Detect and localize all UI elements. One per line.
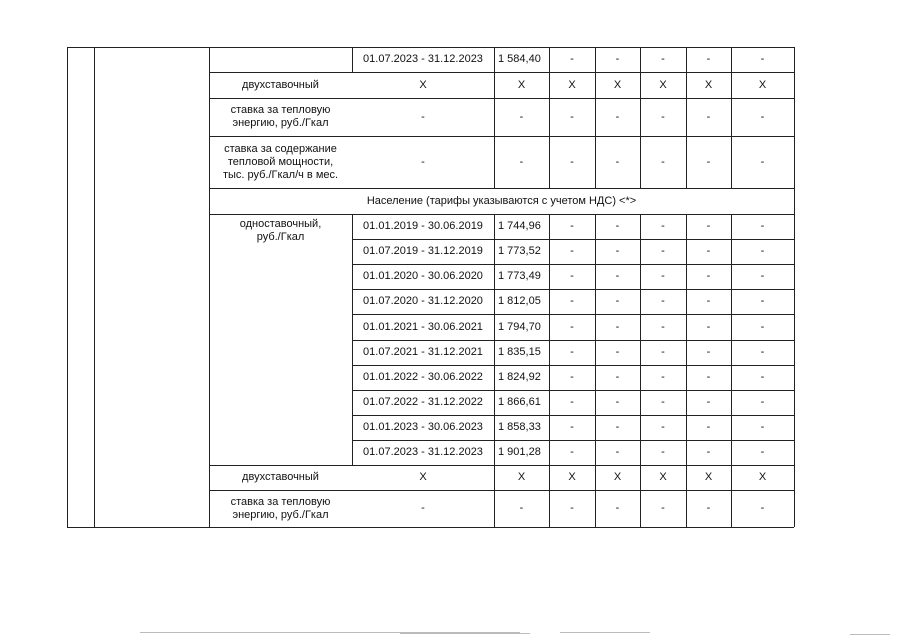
period-cell: 01.07.2021 - 31.12.2021 xyxy=(363,346,483,358)
dash-cell: - xyxy=(760,371,765,383)
energy-rate-row-cell: - xyxy=(706,502,711,514)
two-rate-row-label: двухставочный xyxy=(242,78,319,91)
dash-cell: - xyxy=(661,396,665,408)
capacity-rate-row-cell: - xyxy=(706,155,711,168)
dash-cell: - xyxy=(615,396,620,408)
dash-cell: - xyxy=(760,346,765,358)
energy-rate-row-cell: - xyxy=(760,110,765,123)
two-rate-row-cell: X xyxy=(517,471,526,483)
tariff-value-cell: 1 773,52 xyxy=(498,245,541,257)
two-rate-row-cell: X xyxy=(704,78,713,91)
period-cell: 01.01.2021 - 30.06.2021 xyxy=(363,320,483,333)
dash-cell: - xyxy=(706,446,711,458)
two-rate-row-cell: X xyxy=(613,78,622,91)
scan-artifact xyxy=(850,634,890,635)
capacity-rate-row-cell: - xyxy=(760,155,765,168)
dash-cell: - xyxy=(760,320,765,333)
two-rate-row-cell: X xyxy=(659,471,667,483)
dash-cell: - xyxy=(661,446,665,458)
dash-cell: - xyxy=(661,320,665,333)
dash-cell: - xyxy=(760,446,765,458)
dash-cell: - xyxy=(615,53,620,65)
tariff-value-cell: 1 866,61 xyxy=(498,396,541,408)
dash-cell: - xyxy=(661,295,665,307)
capacity-rate-row-cell: - xyxy=(519,155,524,168)
dash-cell: - xyxy=(615,346,620,358)
dash-cell: - xyxy=(760,245,765,257)
energy-rate-row-cell: - xyxy=(570,110,574,123)
one-rate-label: одноставочный, руб./Гкал xyxy=(239,218,322,243)
dash-cell: - xyxy=(570,446,574,458)
dash-cell: - xyxy=(661,421,665,433)
dash-cell: - xyxy=(760,53,765,65)
dash-cell: - xyxy=(760,295,765,307)
two-rate-row-cell: X xyxy=(758,78,767,91)
dash-cell: - xyxy=(706,270,711,282)
dash-cell: - xyxy=(706,396,711,408)
table-border-right xyxy=(794,47,795,527)
dash-cell: - xyxy=(706,320,711,333)
two-rate-row-cell: X xyxy=(613,471,622,483)
two-rate-row-cell: X xyxy=(704,471,713,483)
dash-cell: - xyxy=(615,320,620,333)
capacity-rate-row-label: ставка за содержание тепловой мощности, тыс. руб./Гкал/ч в мес. xyxy=(222,142,339,181)
tariff-value-cell: 1 901,28 xyxy=(498,446,541,458)
period-cell: 01.01.2020 - 30.06.2020 xyxy=(363,270,483,282)
dash-cell: - xyxy=(570,53,574,65)
tariff-value-cell: 1 824,92 xyxy=(498,371,541,383)
energy-rate-row-cell: - xyxy=(706,110,711,123)
dash-cell: - xyxy=(706,421,711,433)
dash-cell: - xyxy=(570,371,574,383)
dash-cell: - xyxy=(661,53,665,65)
energy-rate-row-cell: - xyxy=(615,110,620,123)
energy-rate-row-cell: - xyxy=(615,502,620,514)
table-border-bottom xyxy=(67,527,794,528)
dash-cell: - xyxy=(570,245,574,257)
two-rate-row-cell: X xyxy=(419,471,427,483)
dash-cell: - xyxy=(760,270,765,282)
energy-rate-row-cell: - xyxy=(661,502,665,514)
capacity-rate-row-cell: - xyxy=(421,155,425,168)
dash-cell: - xyxy=(760,396,765,408)
energy-rate-row-cell: - xyxy=(519,502,524,514)
dash-cell: - xyxy=(706,220,711,232)
energy-rate-row-cell: - xyxy=(421,502,425,514)
period-cell: 01.01.2022 - 30.06.2022 xyxy=(363,371,483,383)
dash-cell: - xyxy=(661,371,665,383)
dash-cell: - xyxy=(661,245,665,257)
dash-cell: - xyxy=(615,245,620,257)
dash-cell: - xyxy=(706,245,711,257)
dash-cell: - xyxy=(706,371,711,383)
population-section-header: Население (тарифы указываются с учетом НДС) <*> xyxy=(366,194,637,207)
dash-cell: - xyxy=(615,446,620,458)
two-rate-row-cell: X xyxy=(758,471,767,483)
dash-cell: - xyxy=(570,396,574,408)
two-rate-row-cell: X xyxy=(568,78,576,91)
tariff-value-cell: 1 794,70 xyxy=(498,320,541,333)
dash-cell: - xyxy=(570,421,574,433)
dash-cell: - xyxy=(760,220,765,232)
capacity-rate-row-cell: - xyxy=(570,155,574,168)
period-cell: 01.01.2019 - 30.06.2019 xyxy=(363,220,483,232)
dash-cell: - xyxy=(760,421,765,433)
tariff-value-cell: 1 812,05 xyxy=(498,295,541,307)
dash-cell: - xyxy=(615,295,620,307)
scan-artifact xyxy=(400,633,530,634)
dash-cell: - xyxy=(570,346,574,358)
tariff-value-cell: 1 773,49 xyxy=(498,270,541,282)
energy-rate-row-cell: - xyxy=(570,502,574,514)
period-cell: 01.07.2023 - 31.12.2023 xyxy=(363,53,483,65)
dash-cell: - xyxy=(661,346,665,358)
period-cell: 01.07.2020 - 31.12.2020 xyxy=(363,295,483,307)
energy-rate-row-cell: - xyxy=(519,110,524,123)
energy-rate-row-cell: - xyxy=(661,110,665,123)
table-column-divider xyxy=(94,47,95,527)
capacity-rate-row-cell: - xyxy=(661,155,665,168)
period-cell: 01.01.2023 - 30.06.2023 xyxy=(363,421,483,433)
dash-cell: - xyxy=(661,270,665,282)
tariff-value-cell: 1 744,96 xyxy=(498,220,541,232)
dash-cell: - xyxy=(706,295,711,307)
dash-cell: - xyxy=(570,320,574,333)
dash-cell: - xyxy=(615,421,620,433)
two-rate-row-cell: X xyxy=(659,78,667,91)
dash-cell: - xyxy=(706,53,711,65)
energy-rate-row-cell: - xyxy=(421,110,425,123)
capacity-rate-row-cell: - xyxy=(615,155,620,168)
energy-rate-row-cell: - xyxy=(760,502,765,514)
period-cell: 01.07.2023 - 31.12.2023 xyxy=(363,446,483,458)
energy-rate-row-label: ставка за тепловую энергию, руб./Гкал xyxy=(230,104,331,129)
two-rate-row-label: двухставочный xyxy=(242,471,319,483)
period-cell: 01.07.2019 - 31.12.2019 xyxy=(363,245,483,257)
dash-cell: - xyxy=(570,295,574,307)
tariff-value-cell: 1 858,33 xyxy=(498,421,541,433)
two-rate-row-cell: X xyxy=(568,471,576,483)
period-cell: 01.07.2022 - 31.12.2022 xyxy=(363,396,483,408)
energy-rate-row-label: ставка за тепловую энергию, руб./Гкал xyxy=(230,495,331,521)
table-border-left xyxy=(67,47,68,527)
dash-cell: - xyxy=(570,220,574,232)
tariff-value-cell: 1 584,40 xyxy=(498,53,541,65)
two-rate-row-cell: X xyxy=(419,78,427,91)
tariff-value-cell: 1 835,15 xyxy=(498,346,541,358)
scan-artifact xyxy=(560,632,650,633)
dash-cell: - xyxy=(570,270,574,282)
dash-cell: - xyxy=(661,220,665,232)
dash-cell: - xyxy=(615,220,620,232)
two-rate-row-cell: X xyxy=(517,78,526,91)
dash-cell: - xyxy=(615,270,620,282)
dash-cell: - xyxy=(706,346,711,358)
dash-cell: - xyxy=(615,371,620,383)
